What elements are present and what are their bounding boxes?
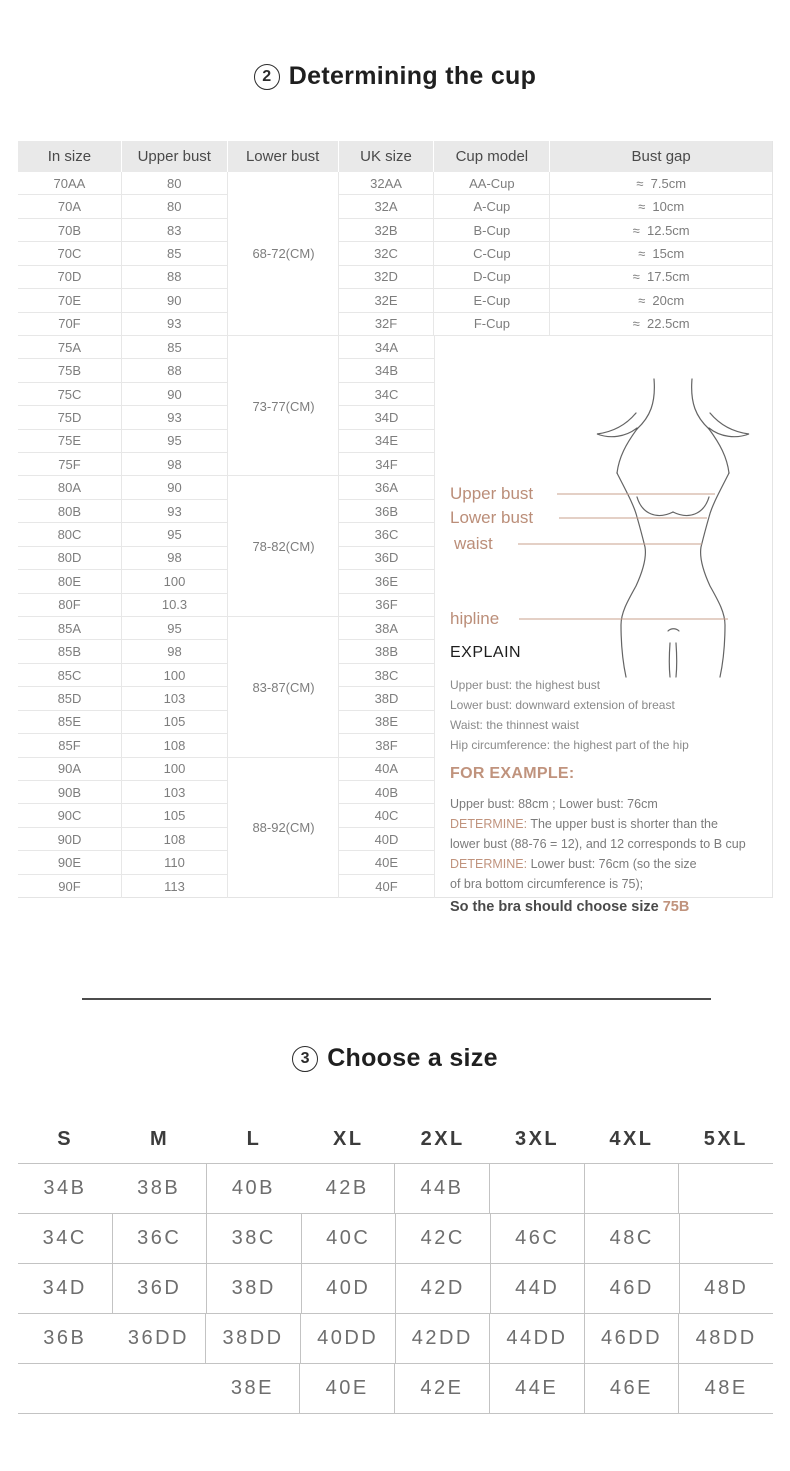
size-grid-row [18, 1163, 773, 1213]
uk-size-cell: 38D [339, 687, 435, 710]
lower-bust-cell [228, 594, 339, 617]
upper-bust-cell: 98 [122, 453, 228, 476]
size-column-header: 2XL [420, 1127, 465, 1150]
lower-bust-cell [228, 453, 339, 476]
size-cell: 48E [678, 1364, 773, 1413]
upper-bust-cell: 90 [122, 476, 228, 499]
uk-size-cell: 34D [339, 406, 435, 429]
size-column-header: 5XL [703, 1127, 748, 1150]
uk-size-cell: 32D [339, 266, 435, 289]
size-grid-row [18, 1313, 773, 1363]
size-grid-row [18, 1213, 773, 1263]
size-cell: 48DD [678, 1314, 773, 1363]
upper-bust-cell: 85 [122, 336, 228, 359]
example-line: of bra bottom circumference is 75); [450, 877, 644, 891]
size-cell: 36DD [127, 1327, 189, 1349]
upper-bust-cell: 103 [122, 687, 228, 710]
size-column-header: 3XL [514, 1127, 560, 1150]
lower-bust-cell [228, 289, 339, 312]
size-cell: 46C [490, 1214, 585, 1263]
lower-bust-cell [228, 242, 339, 265]
cup-table-row [18, 336, 772, 359]
in-size-cell: 85E [18, 711, 122, 734]
uk-size-cell: 40F [339, 875, 435, 898]
upper-bust-cell: 93 [122, 406, 228, 429]
upper-bust-cell: 105 [122, 804, 228, 827]
circled-number-2: 2 [254, 64, 280, 90]
cup-model-cell: B-Cup [434, 219, 550, 242]
upper-bust-cell: 105 [122, 711, 228, 734]
column-header: Upper bust [122, 141, 228, 172]
size-cell [18, 1364, 112, 1413]
column-header: Cup model [434, 141, 550, 172]
size-grid-row [18, 1263, 773, 1313]
lower-bust-range-label: 73-77(CM) [252, 398, 315, 414]
size-cell: 48C [584, 1214, 679, 1263]
lower-bust-cell [228, 406, 339, 429]
in-size-cell: 75C [18, 383, 122, 406]
size-cell: 46DD [584, 1314, 679, 1363]
size-cell: 38DD [205, 1314, 300, 1363]
upper-bust-cell: 95 [122, 523, 228, 546]
uk-size-cell: 34A [339, 336, 435, 359]
upper-bust-cell: 88 [122, 266, 228, 289]
uk-size-cell: 32B [339, 219, 435, 242]
uk-size-cell: 38E [339, 711, 435, 734]
lower-bust-cell [228, 523, 339, 546]
lower-bust-cell [228, 219, 339, 242]
bust-gap-cell: ≈ 22.5cm [550, 313, 772, 336]
measurement-guide-panel [435, 367, 772, 929]
column-header: UK size [339, 141, 435, 172]
example-line: DETERMINE: Lower bust: 76cm (so the size [450, 857, 697, 871]
size-grid-header-row [18, 1115, 773, 1163]
in-size-cell: 70D [18, 266, 122, 289]
cup-table-header-row [18, 141, 772, 172]
uk-size-cell: 40B [339, 781, 435, 804]
explain-heading: EXPLAIN [450, 644, 522, 661]
size-cell [112, 1364, 206, 1413]
column-header: Bust gap [631, 148, 691, 165]
upper-bust-cell: 100 [122, 664, 228, 687]
cup-model-cell: E-Cup [434, 289, 550, 312]
lower-bust-cell [228, 547, 339, 570]
size-cell [489, 1164, 584, 1213]
conclusion-text: So the bra should choose size 75B [450, 899, 690, 915]
lower-bust-cell [228, 266, 339, 289]
size-cell: 34C [42, 1227, 87, 1249]
circled-number-3: 3 [292, 1046, 318, 1072]
lower-bust-cell [228, 640, 339, 663]
uk-size-cell: 40A [339, 758, 435, 781]
bust-gap-cell: ≈ 17.5cm [550, 266, 772, 289]
lower-bust-cell [228, 758, 339, 781]
upper-bust-cell: 98 [122, 547, 228, 570]
example-text [450, 794, 765, 894]
uk-size-cell: 32A [339, 195, 435, 218]
uk-size-cell: 32C [339, 242, 435, 265]
lower-bust-cell [228, 851, 339, 874]
size-cell: 44D [490, 1264, 585, 1313]
cup-table-body [18, 172, 772, 915]
in-size-cell: 75E [18, 430, 122, 453]
uk-size-cell: 32AA [339, 172, 435, 195]
size-column-header: XL [333, 1127, 364, 1150]
in-size-cell: 90C [18, 804, 122, 827]
cup-table-row [18, 195, 772, 218]
lower-bust-cell [228, 664, 339, 687]
size-cell: 36C [112, 1214, 207, 1263]
cup-table-row [18, 172, 772, 195]
upper-bust-cell: 100 [122, 570, 228, 593]
lower-bust-cell [228, 875, 339, 898]
bust-gap-cell: ≈ 7.5cm [550, 172, 772, 195]
bust-gap-cell: ≈ 15cm [550, 242, 772, 265]
lower-bust-cell [228, 500, 339, 523]
uk-size-cell: 40D [339, 828, 435, 851]
size-cell: 40B [206, 1164, 301, 1213]
upper-bust-cell: 88 [122, 359, 228, 382]
size-cell: 34D [42, 1277, 87, 1299]
cup-model-cell: F-Cup [434, 313, 550, 336]
in-size-cell: 85F [18, 734, 122, 757]
in-size-cell: 85D [18, 687, 122, 710]
size-cell: 44DD [489, 1314, 584, 1363]
uk-size-cell: 36F [339, 594, 435, 617]
section-title-text: Choose a size [327, 1044, 498, 1072]
cup-table-row [18, 313, 772, 336]
in-size-cell: 75A [18, 336, 122, 359]
upper-bust-cell: 93 [122, 500, 228, 523]
size-column-header: M [149, 1127, 170, 1150]
uk-size-cell: 38F [339, 734, 435, 757]
in-size-cell: 75F [18, 453, 122, 476]
lower-bust-range-label: 83-87(CM) [252, 679, 315, 695]
size-cell: 42DD [395, 1314, 490, 1363]
in-size-cell: 90B [18, 781, 122, 804]
lower-bust-range-label: 68-72(CM) [252, 246, 315, 262]
column-header: Lower bust [228, 141, 339, 172]
in-size-cell: 75D [18, 406, 122, 429]
uk-size-cell: 36A [339, 476, 435, 499]
explain-line: Hip circumference: the highest part of the hip [450, 738, 689, 752]
cup-model-cell: C-Cup [434, 242, 550, 265]
lower-bust-cell [228, 617, 339, 640]
measurement-label-waist: waist [454, 534, 493, 553]
in-size-cell: 90D [18, 828, 122, 851]
in-size-cell: 70A [18, 195, 122, 218]
cup-table-row [18, 242, 772, 265]
size-cell: 34B [43, 1177, 87, 1199]
size-column-header: S [57, 1127, 74, 1150]
measurement-label-upper-bust: Upper bust [450, 484, 534, 503]
uk-size-cell: 38C [339, 664, 435, 687]
section-title-determining-cup [0, 62, 790, 91]
lower-bust-cell [228, 313, 339, 336]
section-title-text: Determining the cup [288, 62, 537, 90]
size-cell: 40E [299, 1364, 394, 1413]
cup-model-cell: D-Cup [434, 266, 550, 289]
bust-gap-cell: ≈ 20cm [550, 289, 772, 312]
in-size-cell: 80F [18, 594, 122, 617]
cup-table-row [18, 289, 772, 312]
lower-bust-range-label: 78-82(CM) [252, 539, 315, 555]
uk-size-cell: 34F [339, 453, 435, 476]
determine-label: DETERMINE: [450, 817, 531, 831]
lower-bust-cell [228, 781, 339, 804]
explain-text [450, 675, 689, 755]
upper-bust-cell: 85 [122, 242, 228, 265]
size-cell: 46D [584, 1264, 679, 1313]
bust-gap-cell: ≈ 12.5cm [550, 219, 772, 242]
lower-bust-cell [228, 711, 339, 734]
lower-bust-cell [228, 383, 339, 406]
lower-bust-cell [228, 804, 339, 827]
lower-bust-cell [228, 828, 339, 851]
cup-model-cell: A-Cup [434, 195, 550, 218]
lower-bust-cell [228, 172, 339, 195]
size-cell: 40C [301, 1214, 396, 1263]
size-cell: 38D [206, 1264, 301, 1313]
in-size-cell: 80C [18, 523, 122, 546]
uk-size-cell: 36D [339, 547, 435, 570]
upper-bust-cell: 103 [122, 781, 228, 804]
in-size-cell: 70C [18, 242, 122, 265]
size-cell [679, 1214, 774, 1263]
upper-bust-cell: 100 [122, 758, 228, 781]
cup-table-row [18, 266, 772, 289]
upper-bust-cell: 93 [122, 313, 228, 336]
size-column-header: L [246, 1127, 262, 1150]
in-size-cell: 90F [18, 875, 122, 898]
size-cell: 44B [394, 1164, 489, 1213]
measurement-label-hipline: hipline [450, 609, 500, 628]
uk-size-cell: 34E [339, 430, 435, 453]
example-line: Upper bust: 88cm ; Lower bust: 76cm [450, 797, 658, 811]
upper-bust-cell: 10.3 [122, 594, 228, 617]
size-cell: 36D [112, 1264, 207, 1313]
uk-size-cell: 38B [339, 640, 435, 663]
size-cell: 40D [301, 1264, 396, 1313]
size-cell: 38B [137, 1177, 181, 1199]
in-size-cell: 70F [18, 313, 122, 336]
lower-bust-cell [228, 687, 339, 710]
cup-size-table [18, 141, 773, 915]
lower-bust-cell [228, 570, 339, 593]
size-cell: 38E [230, 1377, 274, 1399]
size-cell: 42E [394, 1364, 489, 1413]
size-cell: 38C [206, 1214, 301, 1263]
lower-bust-cell [228, 359, 339, 382]
cup-model-cell: AA-Cup [434, 172, 550, 195]
in-size-cell: 85C [18, 664, 122, 687]
in-size-cell: 70AA [18, 172, 122, 195]
in-size-cell: 80A [18, 476, 122, 499]
size-cell: 36B [43, 1327, 87, 1349]
lower-bust-cell [228, 430, 339, 453]
upper-bust-cell: 113 [122, 875, 228, 898]
size-cell: 40DD [300, 1314, 395, 1363]
in-size-cell: 70B [18, 219, 122, 242]
in-size-cell: 70E [18, 289, 122, 312]
in-size-cell: 90E [18, 851, 122, 874]
size-grid-row [18, 1363, 773, 1414]
example-line: DETERMINE: The upper bust is shorter than the [450, 817, 718, 831]
uk-size-cell: 36E [339, 570, 435, 593]
recommended-size: 75B [662, 899, 690, 915]
size-grid [18, 1115, 773, 1414]
in-size-cell: 90A [18, 758, 122, 781]
section-title-choose-size [0, 1044, 790, 1073]
uk-size-cell: 34C [339, 383, 435, 406]
for-example-heading: FOR EXAMPLE: [450, 765, 575, 782]
in-size-cell: 85A [18, 617, 122, 640]
upper-bust-cell: 108 [122, 734, 228, 757]
explain-line: Waist: the thinnest waist [450, 718, 579, 732]
lower-bust-range-label: 88-92(CM) [252, 820, 315, 836]
lower-bust-cell [228, 336, 339, 359]
explain-line: Lower bust: downward extension of breast [450, 698, 675, 712]
upper-bust-cell: 95 [122, 430, 228, 453]
column-header: In size [18, 141, 122, 172]
section-divider [82, 998, 711, 1000]
lower-bust-cell [228, 195, 339, 218]
size-cell: 42B [325, 1177, 369, 1199]
size-grid-body [18, 1163, 773, 1414]
upper-bust-cell: 98 [122, 640, 228, 663]
upper-bust-cell: 83 [122, 219, 228, 242]
explain-line: Upper bust: the highest bust [450, 678, 601, 692]
upper-bust-cell: 108 [122, 828, 228, 851]
uk-size-cell: 36C [339, 523, 435, 546]
uk-size-cell: 36B [339, 500, 435, 523]
lower-bust-cell [228, 734, 339, 757]
in-size-cell: 85B [18, 640, 122, 663]
upper-bust-cell: 90 [122, 289, 228, 312]
bust-gap-cell: ≈ 10cm [550, 195, 772, 218]
uk-size-cell: 40E [339, 851, 435, 874]
size-cell: 48D [679, 1264, 774, 1313]
size-cell: 44E [489, 1364, 584, 1413]
lower-bust-cell [228, 476, 339, 499]
size-cell: 46E [584, 1364, 679, 1413]
upper-bust-cell: 80 [122, 195, 228, 218]
in-size-cell: 80B [18, 500, 122, 523]
upper-bust-cell: 80 [122, 172, 228, 195]
uk-size-cell: 38A [339, 617, 435, 640]
upper-bust-cell: 90 [122, 383, 228, 406]
upper-bust-cell: 110 [122, 851, 228, 874]
upper-bust-cell: 95 [122, 617, 228, 640]
cup-table-row [18, 219, 772, 242]
uk-size-cell: 32F [339, 313, 435, 336]
uk-size-cell: 32E [339, 289, 435, 312]
size-cell: 42D [395, 1264, 490, 1313]
size-cell [678, 1164, 773, 1213]
size-cell: 42C [395, 1214, 490, 1263]
in-size-cell: 75B [18, 359, 122, 382]
in-size-cell: 80D [18, 547, 122, 570]
size-cell [584, 1164, 679, 1213]
measurement-label-lower-bust: Lower bust [450, 508, 534, 527]
size-column-header: 4XL [609, 1127, 654, 1150]
example-line: lower bust (88-76 = 12), and 12 corresponds to B cup [450, 837, 746, 851]
determine-label: DETERMINE: [450, 857, 531, 871]
uk-size-cell: 34B [339, 359, 435, 382]
uk-size-cell: 40C [339, 804, 435, 827]
in-size-cell: 80E [18, 570, 122, 593]
